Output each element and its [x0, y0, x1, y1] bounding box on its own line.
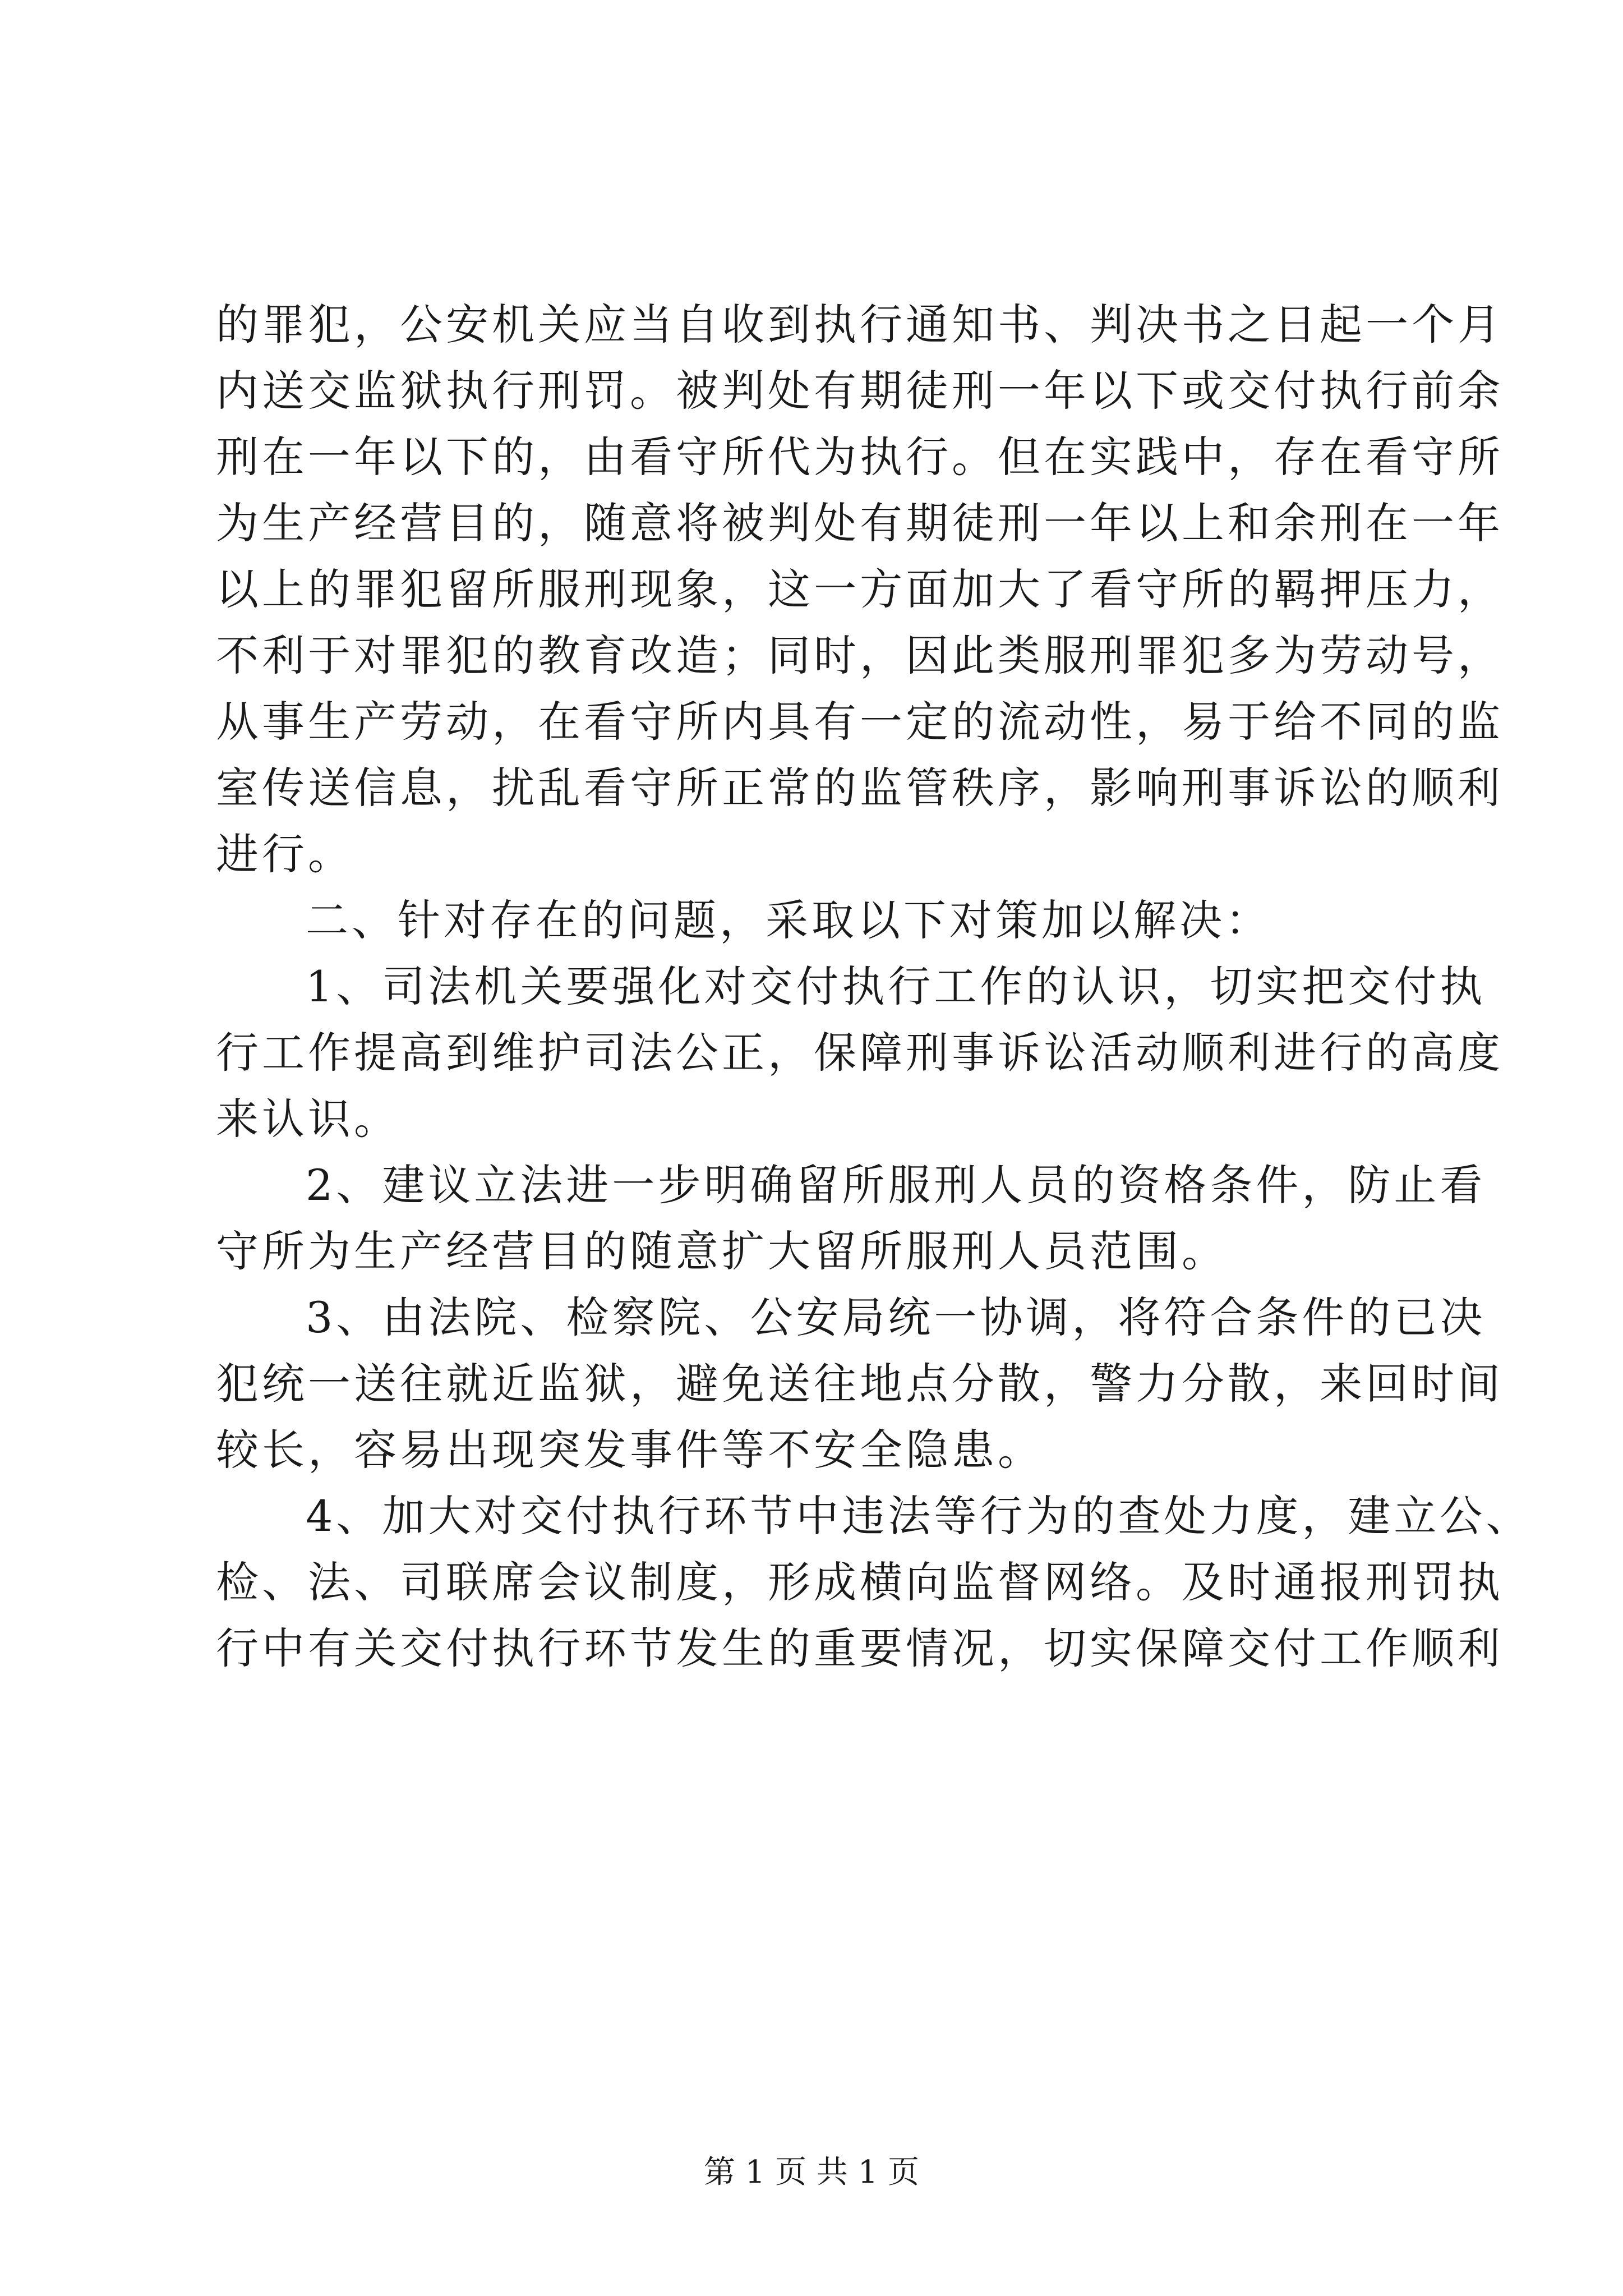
text-line: 犯统一送往就近监狱，避免送往地点分散，警力分散，来回时间	[216, 1359, 1504, 1409]
text-line: 较长，容易出现突发事件等不安全隐患。	[216, 1425, 1044, 1475]
text-line: 行中有关交付执行环节发生的重要情况，切实保障交付工作顺利	[216, 1623, 1504, 1673]
document-body	[216, 292, 1532, 1682]
text-line: 4、加大对交付执行环节中违法等行为的查处力度，建立公、	[306, 1491, 1532, 1541]
text-line: 不利于对罪犯的教育改造；同时，因此类服刑罪犯多为劳动号，	[216, 631, 1504, 680]
section-heading: 二、针对存在的问题，采取以下对策加以解决：	[306, 895, 1271, 945]
text-line: 来认识。	[216, 1094, 400, 1144]
text-line: 3、由法院、检察院、公安局统一协调，将符合条件的已决	[306, 1292, 1486, 1342]
text-line: 为生产经营目的，随意将被判处有期徒刑一年以上和余刑在一年	[216, 498, 1504, 548]
text-line: 刑在一年以下的，由看守所代为执行。但在实践中，存在看守所	[216, 432, 1504, 482]
text-line: 以上的罪犯留所服刑现象，这一方面加大了看守所的羁押压力，	[216, 564, 1504, 614]
text-line: 1、司法机关要强化对交付执行工作的认识，切实把交付执	[306, 961, 1486, 1011]
text-line: 2、建议立法进一步明确留所服刑人员的资格条件，防止看	[306, 1160, 1486, 1210]
text-line: 守所为生产经营目的随意扩大留所服刑人员范围。	[216, 1226, 1228, 1276]
text-line: 从事生产劳动，在看守所内具有一定的流动性，易于给不同的监	[216, 697, 1504, 747]
text-line: 行工作提高到维护司法公正，保障刑事诉讼活动顺利进行的高度	[216, 1028, 1504, 1078]
text-line: 的罪犯，公安机关应当自收到执行通知书、判决书之日起一个月	[216, 300, 1504, 349]
text-line: 检、法、司联席会议制度，形成横向监督网络。及时通报刑罚执	[216, 1557, 1504, 1607]
text-line: 进行。	[216, 829, 354, 879]
page-number-footer: 第 1 页 共 1 页	[703, 2154, 920, 2191]
text-line: 室传送信息，扰乱看守所正常的监管秩序，影响刑事诉讼的顺利	[216, 763, 1504, 813]
text-line: 内送交监狱执行刑罚。被判处有期徒刑一年以下或交付执行前余	[216, 366, 1504, 416]
